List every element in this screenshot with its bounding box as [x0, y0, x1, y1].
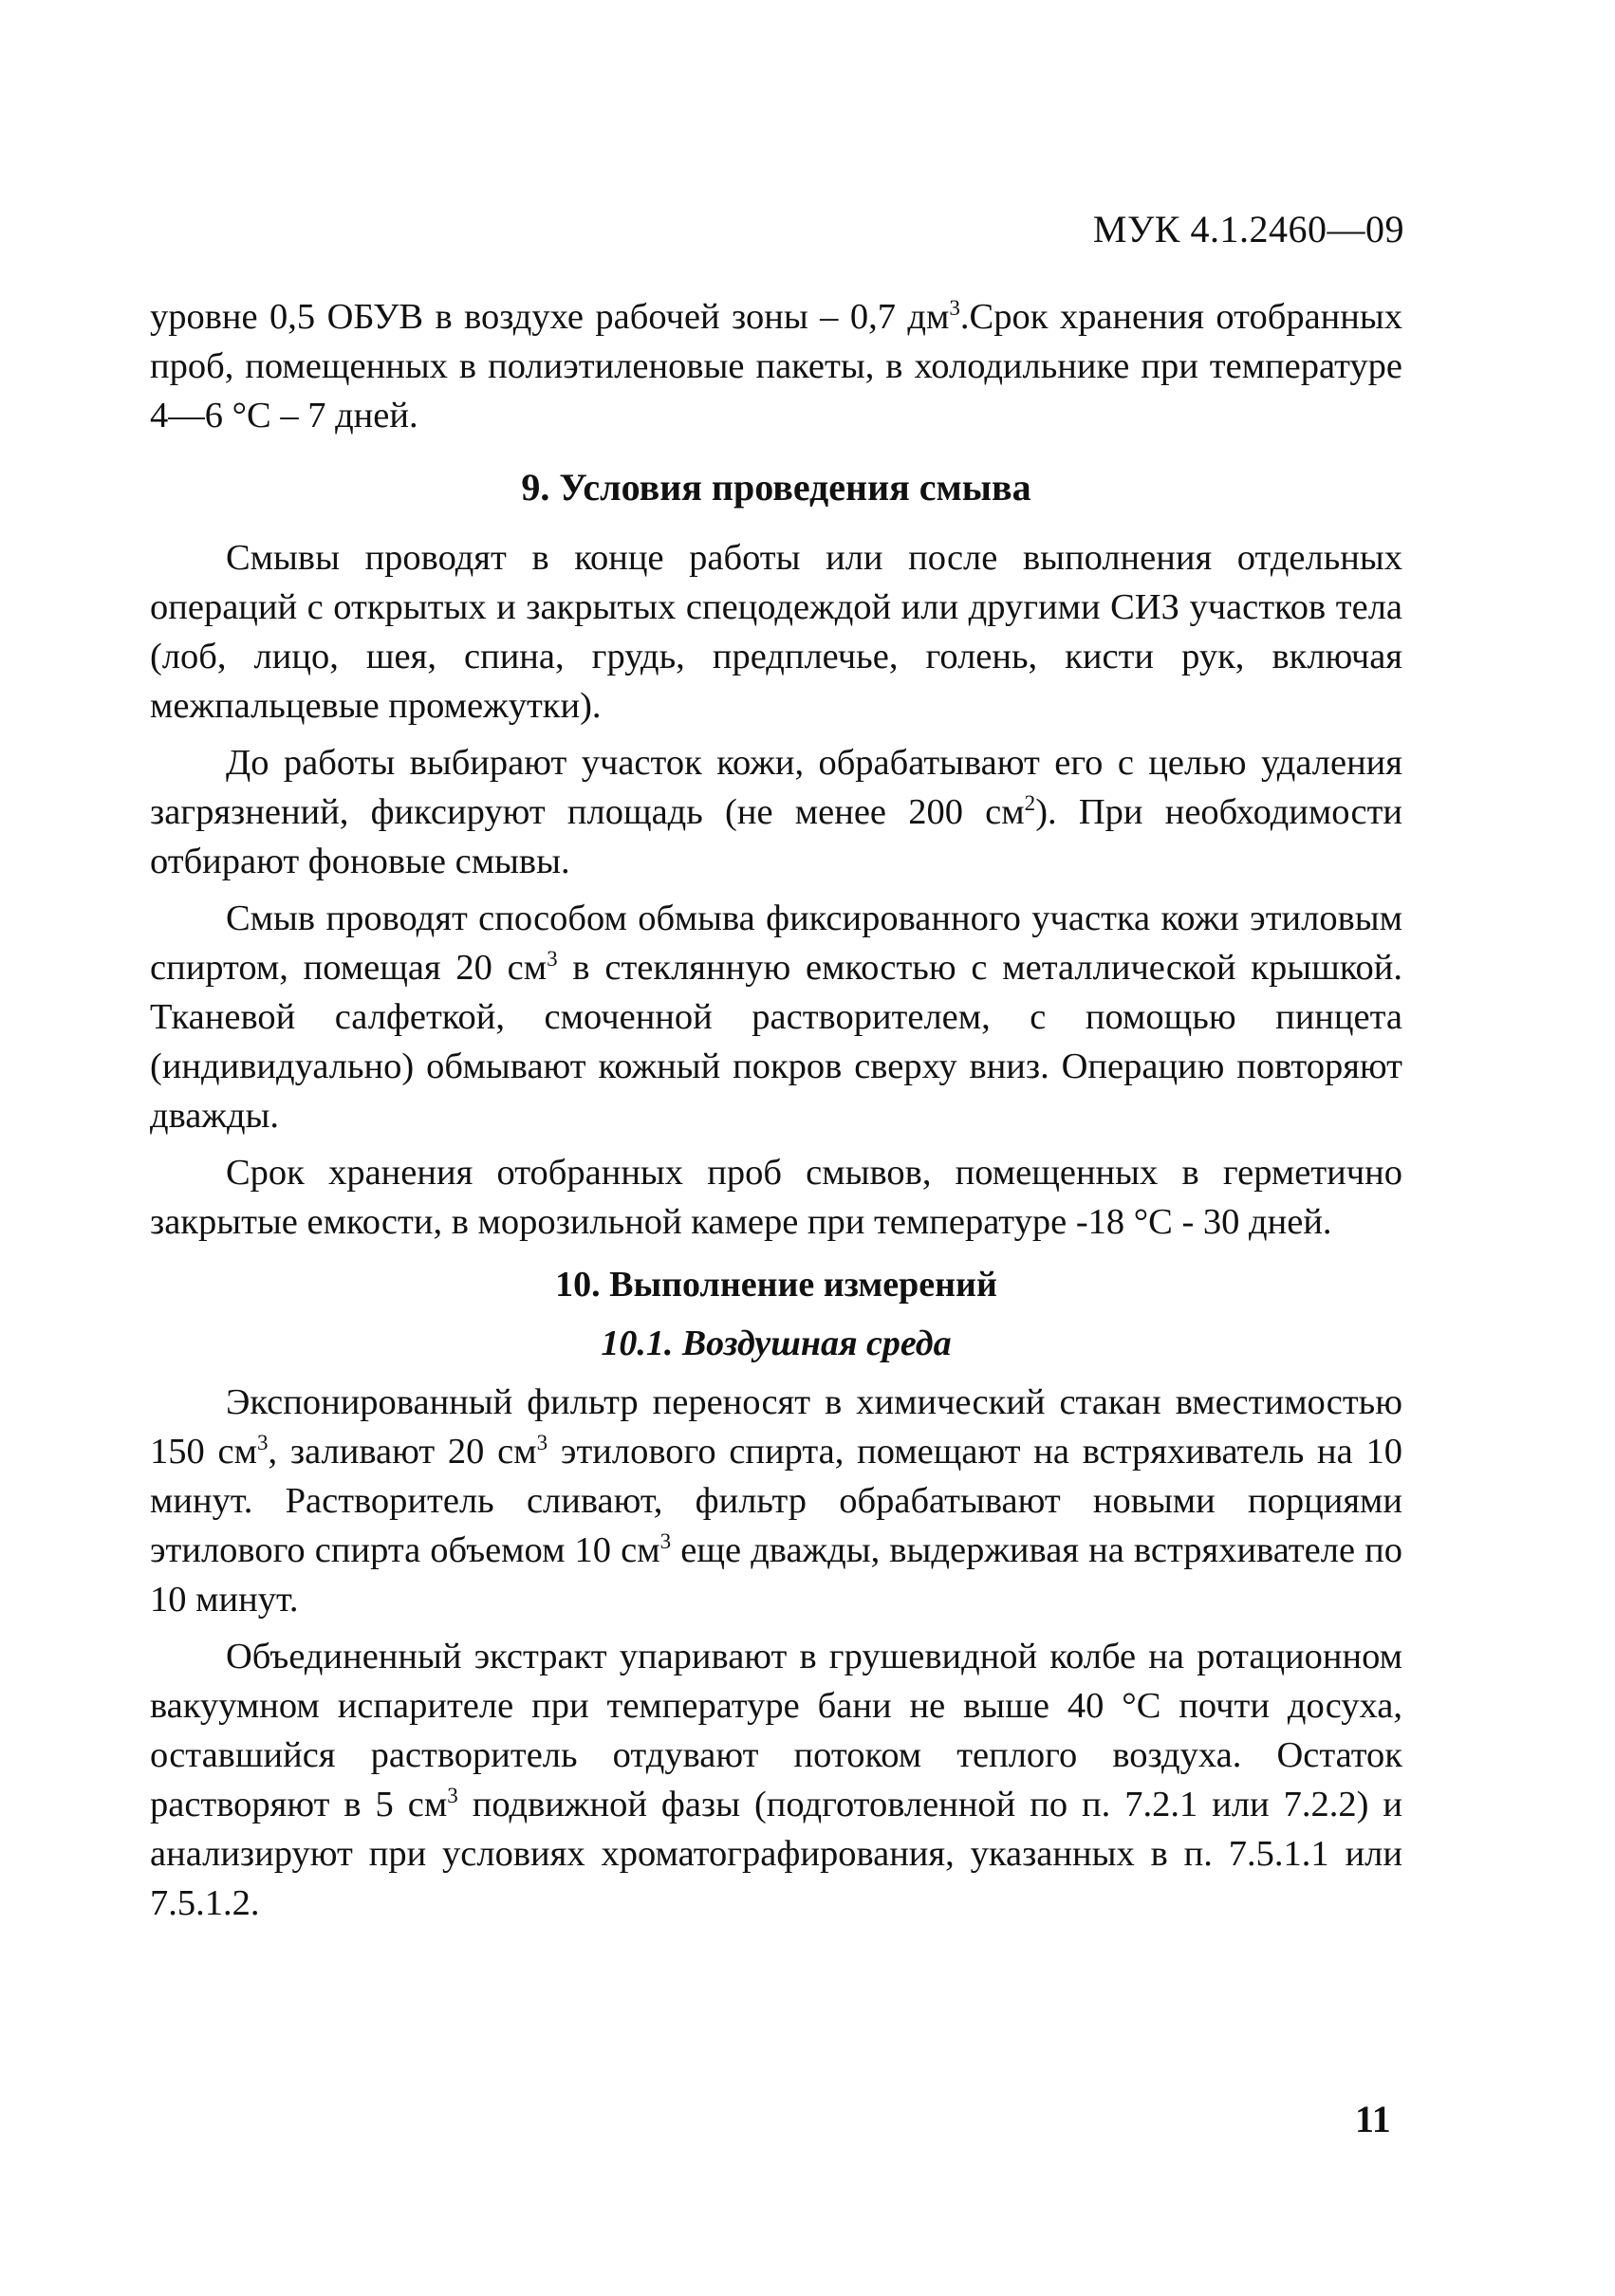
section-10-title: 10. Выполнение измерений: [555, 1265, 997, 1305]
section-10-paragraph-1: Экспонированный фильтр переносят в химический стакан вместимостью 150 $см^3$, заливают 20 $см^3$ этилового спирта, помещают на встряхиватель на 10 минут. Растворитель сливают, фильтр обрабатывают новыми порциями этилового спирта объемом 10 $см^3$ еще дважды, выдерживая на встряхивателе по 10 минут.: [150, 1382, 1402, 1620]
section-9-title: 9. Условия проведения смыва: [521, 466, 1031, 509]
section-9-paragraph-3: Смыв проводят способом обмыва фиксированного участка кожи этиловым спиртом, помещая 20 $см^3$ в стеклянную емкостью с металлической крышкой. Тканевой салфеткой, смоченной растворителем, с помощью пинцета (индивидуально) обмывают кожный покров сверху вниз. Операцию повторяют дважды.: [150, 898, 1402, 1136]
section-9-paragraph-4: Срок хранения отобранных проб смывов, помещенных в герметично закрытые емкости, в морозильной камере при температуре -18 °С - 30 дней.: [150, 1153, 1402, 1242]
section-10-paragraph-2: Объединенный экстракт упаривают в грушевидной колбе на ротационном вакуумном испарителе при температуре бани не выше 40 °С почти досуха, оставшийся растворитель отдувают потоком теплого воздуха. Остаток растворяют в 5 $см^3$ подвижной фазы (подготовленной по п. 7.2.1 или 7.2.2) и анализируют при условиях хроматографирования, указанных в п. 7.5.1.1 или 7.5.1.2.: [150, 1637, 1402, 1923]
section-10-1-subtitle: 10.1. Воздушная среда: [601, 1324, 952, 1363]
intro-paragraph: уровне 0,5 ОБУВ в воздухе рабочей зоны – 0,7 $дм^3.Срок$ хранения отобранных проб, помещенных в полиэтиленовые пакеты, в холодильнике при температуре 4—6 °С – 7 дней.: [150, 295, 1402, 435]
section-9-paragraph-1: Смывы проводят в конце работы или после выполнения отдельных операций с открытых и закрытых спецодеждой или другими СИЗ участков тела (лоб, лицо, шея, спина, грудь, предплечье, голень, кисти рук, включая межпальцевые промежутки).: [150, 538, 1402, 726]
section-9-paragraph-2: До работы выбирают участок кожи, обрабатывают его с целью удаления загрязнений, фиксируют площадь (не менее 200 $см^2$). При необходимости отбирают фоновые смывы.: [150, 743, 1402, 881]
document-code: МУК 4.1.2460—09: [1092, 208, 1404, 250]
page-number: 11: [1355, 2098, 1391, 2140]
page-content: [150, 292, 1402, 1928]
